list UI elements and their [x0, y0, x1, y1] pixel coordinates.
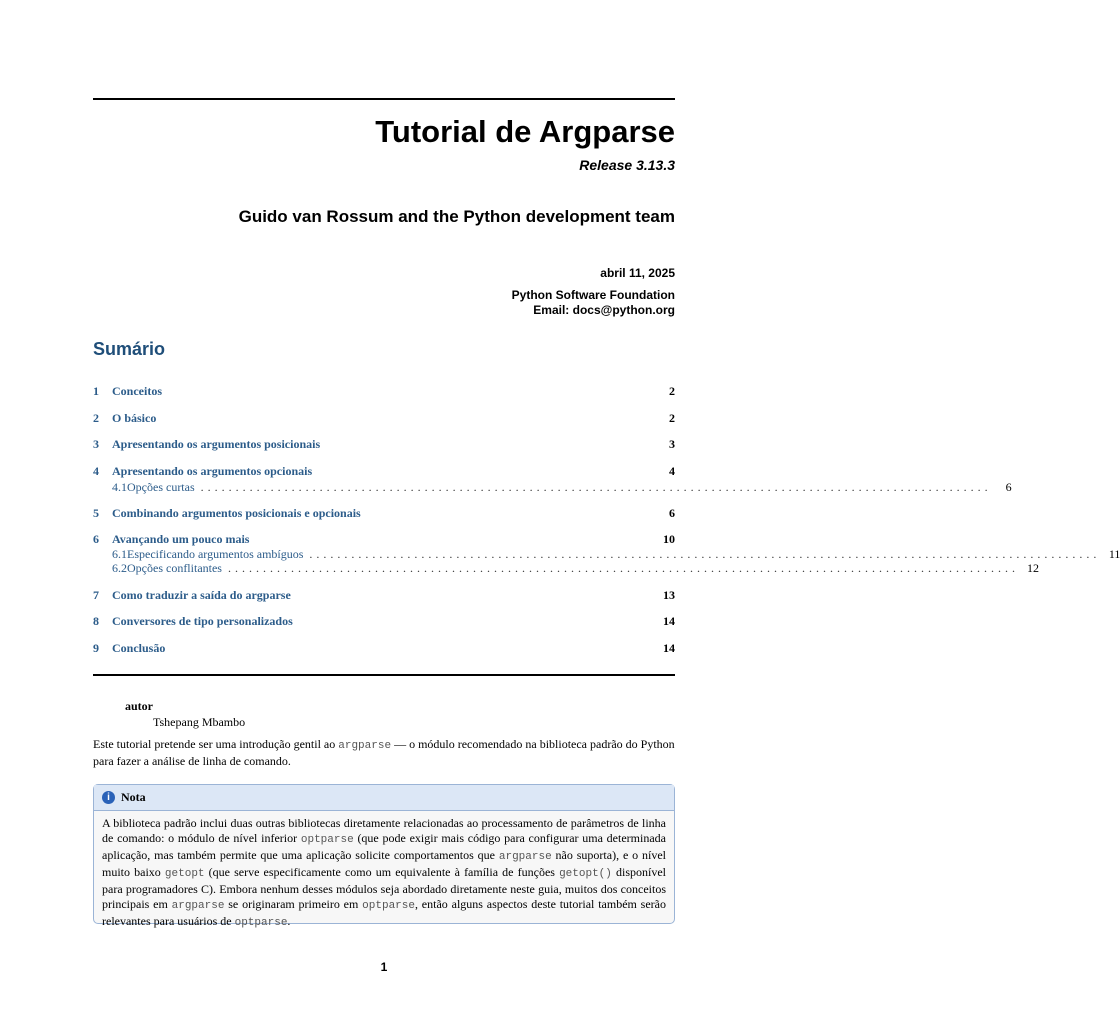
toc-entry-page: 14 — [663, 641, 675, 655]
release-label: Release 3.13.3 — [579, 157, 675, 173]
toc-subentry[interactable] — [93, 561, 1039, 577]
toc-entry[interactable] — [93, 437, 675, 453]
toc-entry-number: 4 — [93, 464, 99, 478]
toc-entry[interactable] — [93, 588, 675, 604]
toc-entry-label[interactable]: Avançando um pouco mais — [112, 532, 250, 546]
toc-subentry[interactable] — [93, 480, 1012, 496]
note-text: (que pode exigir mais código para configurar uma determinada aplicação, mas também permite que uma aplicação solicite comportamentos que — [102, 831, 666, 862]
toc-entry-number: 6.2 — [112, 561, 127, 575]
note-text: . — [287, 914, 291, 928]
toc-entry-number: 1 — [93, 384, 99, 398]
intro-text: Este tutorial pretende ser uma introdução gentil ao — [93, 737, 339, 751]
note-header — [94, 785, 674, 811]
toc-entry-label[interactable]: Conceitos — [112, 384, 162, 398]
toc-entry-label[interactable]: Conclusão — [112, 641, 166, 655]
organization-name: Python Software Foundation — [511, 288, 675, 302]
toc-entry-number: 3 — [93, 437, 99, 451]
toc-entry-number: 6.1 — [112, 547, 127, 561]
intro-text: — o módulo recomendado na biblioteca padrão do Python para fazer a análise de linha de comando. — [93, 737, 675, 768]
info-icon: i — [102, 791, 115, 804]
contact-email: Email: docs@python.org — [533, 303, 675, 317]
toc-entry[interactable] — [93, 532, 675, 548]
toc-entry-label[interactable]: Especificando argumentos ambíguos — [127, 547, 304, 561]
inline-code[interactable]: optparse — [300, 834, 354, 846]
toc-entry-page: 2 — [669, 411, 675, 425]
note-text: , então alguns aspectos deste tutorial também serão relevantes para usuários de — [102, 897, 666, 928]
toc-entry-number: 7 — [93, 588, 99, 602]
toc-entry-page: 13 — [663, 588, 675, 602]
toc-entry-label[interactable]: Apresentando os argumentos opcionais — [112, 464, 313, 478]
inline-code[interactable]: optparse — [362, 900, 415, 912]
toc-entry-label[interactable]: Conversores de tipo personalizados — [112, 614, 293, 628]
note-box — [93, 784, 675, 929]
page-number: 1 — [380, 960, 388, 974]
toc-entry-page: 6 — [669, 506, 675, 520]
note-body — [94, 811, 674, 931]
toc-entry-number: 6 — [93, 532, 99, 546]
top-rule — [93, 98, 675, 100]
toc-entry[interactable] — [93, 614, 675, 630]
toc-entry-page: 10 — [663, 532, 675, 546]
note-title: Nota — [121, 790, 146, 804]
intro-paragraph — [93, 737, 675, 769]
toc-entry[interactable] — [93, 641, 675, 657]
toc-entry-page: 14 — [663, 614, 675, 628]
toc-entry-label[interactable]: Apresentando os argumentos posicionais — [112, 437, 321, 451]
toc-entry-label[interactable]: Como traduzir a saída do argparse — [112, 588, 291, 602]
inline-code[interactable]: argparse — [338, 740, 392, 752]
organization-block — [512, 288, 675, 318]
toc-entry-page: 4 — [669, 464, 675, 478]
inline-code[interactable]: optparse — [234, 917, 288, 929]
author-label: autor — [125, 699, 153, 713]
authors-line: Guido van Rossum and the Python development team — [238, 207, 675, 226]
inline-code[interactable]: getopt() — [559, 868, 612, 880]
toc-leader-dots: ................................................................................................................. — [200, 480, 992, 494]
toc-entry[interactable] — [93, 464, 675, 480]
publication-date: abril 11, 2025 — [600, 266, 675, 280]
toc-entry[interactable] — [93, 411, 675, 427]
note-text: não suporta), e o nível muito baixo — [102, 848, 667, 879]
toc-entry-number: 4.1 — [112, 480, 127, 494]
note-text: (que serve especificamente como um equivalente à família de funções — [204, 865, 560, 879]
toc-entry-page: 3 — [669, 437, 675, 451]
toc-entry-label[interactable]: Opções conflitantes — [127, 561, 222, 575]
author-name: Tshepang Mbambo — [153, 715, 246, 729]
note-text: disponível para programadores C). Embora nenhum desses módulos seja abordado diretamente neste guia, muitos dos conceitos principais em — [102, 865, 667, 911]
inline-code[interactable]: getopt — [164, 868, 205, 880]
inline-code[interactable]: argparse — [498, 851, 552, 863]
toc-heading: Sumário — [93, 339, 166, 359]
toc-entry-page: 12 — [1026, 561, 1039, 575]
section-rule — [93, 674, 675, 676]
note-text: se originaram primeiro em — [224, 897, 363, 911]
toc-entry[interactable] — [93, 384, 675, 400]
toc-entry-number: 8 — [93, 614, 99, 628]
toc-entry-number: 5 — [93, 506, 99, 520]
toc-entry-label[interactable]: Opções curtas — [127, 480, 195, 494]
toc-entry-number: 9 — [93, 641, 99, 655]
toc-entry-page: 11 — [1108, 547, 1120, 561]
toc-entry-label[interactable]: Combinando argumentos posicionais e opcionais — [112, 506, 361, 520]
toc-leader-dots: ................................................................................................................. — [227, 561, 1019, 575]
toc-entry-page: 2 — [669, 384, 675, 398]
toc-entry-label[interactable]: O básico — [112, 411, 157, 425]
note-text: A biblioteca padrão inclui duas outras bibliotecas diretamente relacionadas ao processamento de parâmetros de linha de comando: o módulo de nível inferior — [102, 816, 666, 845]
inline-code[interactable]: argparse — [171, 900, 225, 912]
toc-entry-number: 2 — [93, 411, 99, 425]
toc-entry-page: 6 — [1005, 480, 1012, 494]
document-title: Tutorial de Argparse — [375, 114, 675, 149]
toc-entry[interactable] — [93, 506, 675, 522]
toc-leader-dots: ................................................................................................................. — [309, 547, 1101, 561]
